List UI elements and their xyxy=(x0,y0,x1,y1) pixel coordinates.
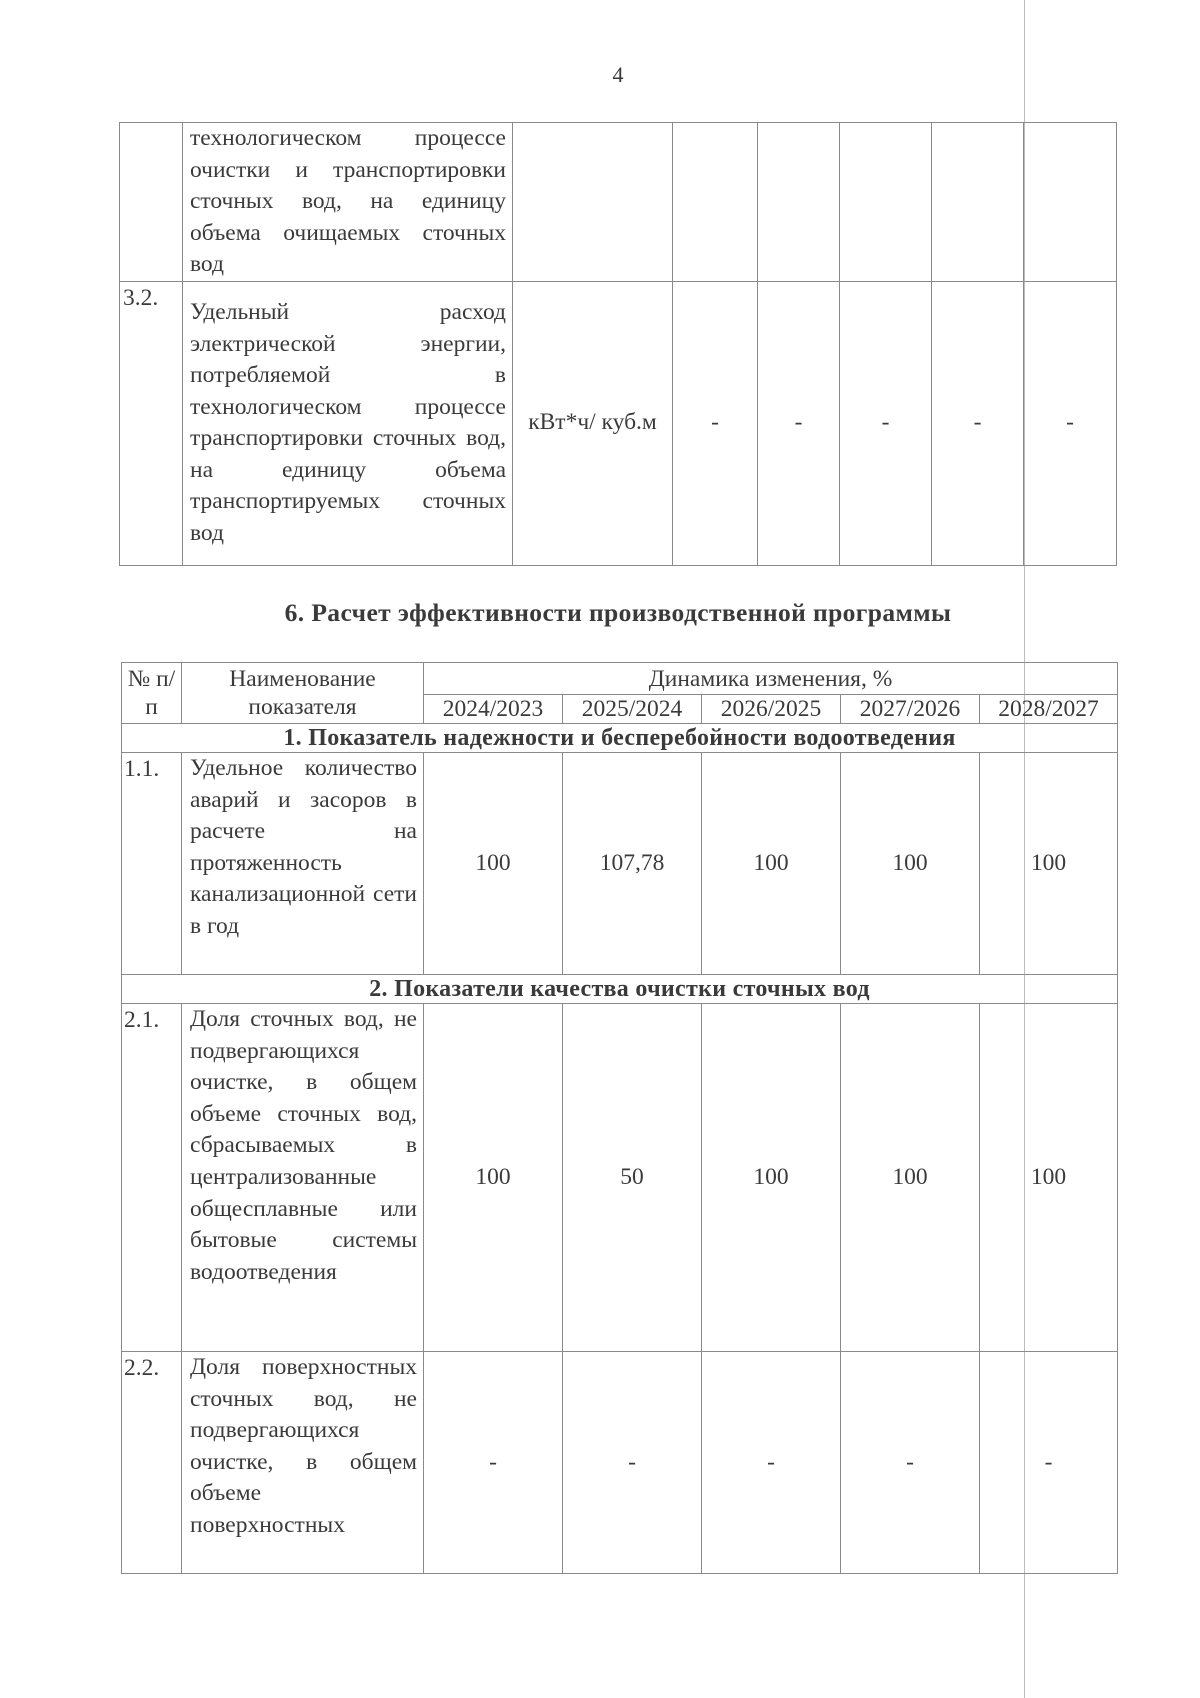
value-cell xyxy=(758,123,840,282)
section-heading: 2. Показатели качества очистки сточных вод xyxy=(122,975,1118,1004)
header-period: 2027/2026 xyxy=(841,695,980,724)
section-heading: 1. Показатель надежности и бесперебойности водоотведения xyxy=(122,724,1118,753)
header-number: № п/п xyxy=(122,663,182,724)
indicator-name: Удельное количество аварий и засоров в расчете на протяженность канализационной сети в год xyxy=(182,753,424,975)
value-cell: 100 xyxy=(702,753,841,975)
value-cell: - xyxy=(980,1352,1118,1574)
header-indicator-name: Наименование показателя xyxy=(182,663,424,724)
row-number: 2.1. xyxy=(122,1004,182,1352)
unit-cell: кВт*ч/ куб.м xyxy=(513,281,673,565)
header-row xyxy=(122,663,1118,695)
value-cell: 100 xyxy=(980,753,1118,975)
section-row xyxy=(122,975,1118,1004)
value-cell: - xyxy=(424,1352,563,1574)
value-cell xyxy=(673,123,758,282)
value-cell: 50 xyxy=(563,1004,702,1352)
header-period: 2025/2024 xyxy=(563,695,702,724)
table-row xyxy=(120,281,1117,565)
value-cell: - xyxy=(758,281,840,565)
table-row xyxy=(122,1004,1118,1352)
row-number: 3.2. xyxy=(120,281,183,565)
indicator-name: Удельный расход электрической энергии, потребляемой в технологическом процессе транспортировки сточных вод, на единицу объема транспортируемых сточных вод xyxy=(183,281,513,565)
indicators-table-continuation xyxy=(119,122,1117,566)
section-row xyxy=(122,724,1118,753)
header-period: 2028/2027 xyxy=(980,695,1118,724)
unit-cell xyxy=(513,123,673,282)
value-cell: 100 xyxy=(980,1004,1118,1352)
value-cell: - xyxy=(841,1352,980,1574)
value-cell xyxy=(1024,123,1117,282)
value-cell: 100 xyxy=(424,1004,563,1352)
header-dynamics: Динамика изменения, % xyxy=(424,663,1118,695)
efficiency-table xyxy=(121,662,1118,1574)
table-row xyxy=(122,753,1118,975)
value-cell: 100 xyxy=(702,1004,841,1352)
indicator-name: Доля поверхностных сточных вод, не подвергающихся очистке, в общем объеме поверхностных xyxy=(182,1352,424,1574)
table-row xyxy=(120,123,1117,282)
value-cell: - xyxy=(563,1352,702,1574)
indicator-name: Доля сточных вод, не подвергающихся очистке, в общем объеме сточных вод, сбрасываемых в централизованные общесплавные или бытовые системы водоотведения xyxy=(182,1004,424,1352)
value-cell: - xyxy=(673,281,758,565)
value-cell: 100 xyxy=(841,753,980,975)
header-period: 2024/2023 xyxy=(424,695,563,724)
value-cell: 107,78 xyxy=(563,753,702,975)
value-cell xyxy=(840,123,932,282)
header-period: 2026/2025 xyxy=(702,695,841,724)
value-cell: - xyxy=(1024,281,1117,565)
value-cell: 100 xyxy=(424,753,563,975)
row-number: 1.1. xyxy=(122,753,182,975)
indicator-name: технологическом процессе очистки и транспортировки сточных вод, на единицу объема очищаемых сточных вод xyxy=(183,123,513,282)
value-cell: - xyxy=(840,281,932,565)
table-row xyxy=(122,1352,1118,1574)
row-number: 2.2. xyxy=(122,1352,182,1574)
value-cell: 100 xyxy=(841,1004,980,1352)
value-cell: - xyxy=(702,1352,841,1574)
row-number xyxy=(120,123,183,282)
section-title: 6. Расчет эффективности производственной программы xyxy=(284,598,952,627)
value-cell xyxy=(932,123,1024,282)
page-number: 4 xyxy=(612,62,624,87)
value-cell: - xyxy=(932,281,1024,565)
